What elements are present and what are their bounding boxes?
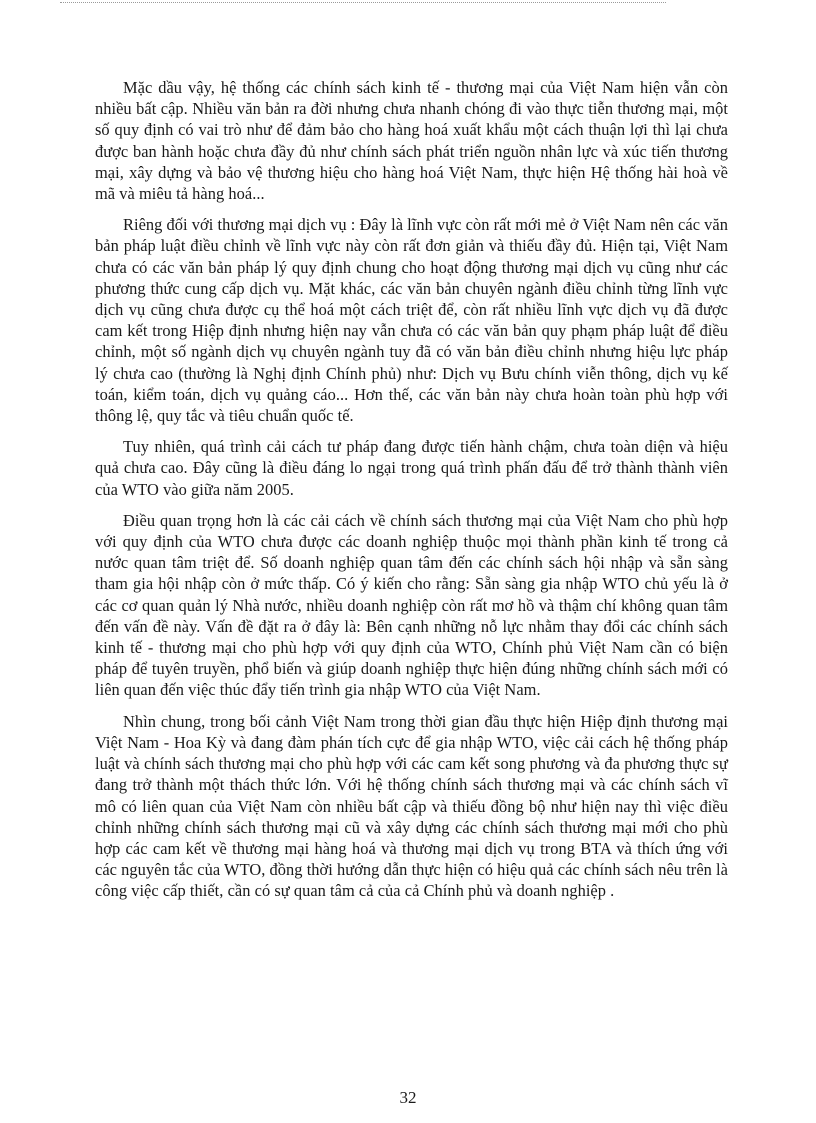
paragraph-2: Riêng đối với thương mại dịch vụ : Đây là lĩnh vực còn rất mới mẻ ở Việt Nam nên các văn bản pháp luật điều chỉnh về lĩnh vực này còn rất đơn giản và thiếu đầy đủ. Hiện tại, Việt Nam chưa có các văn bản pháp lý quy định chung cho hoạt động thương mại dịch vụ cũng như các phương thức cung cấp dịch vụ. Mặt khác, các văn bản chuyên ngành điều chỉnh từng lĩnh vực dịch vụ cũng chưa được cụ thể hoá một cách triệt để, còn rất nhiều lĩnh vực dịch vụ đã được cam kết trong Hiệp định nhưng hiện nay vẫn chưa có các văn bản quy phạm pháp luật để điều chỉnh, một số ngành dịch vụ chuyên ngành tuy đã có văn bản điều chỉnh nhưng hiệu lực pháp lý chưa cao (thường là Nghị định Chính phủ) như: Dịch vụ Bưu chính viễn thông, dịch vụ kế toán, kiểm toán, dịch vụ quảng cáo... Hơn thế, các văn bản này chưa hoàn toàn phù hợp với thông lệ, quy tắc và tiêu chuẩn quốc tế. bbox=[95, 215, 728, 426]
header-rule bbox=[60, 2, 666, 3]
paragraph-5: Nhìn chung, trong bối cảnh Việt Nam trong thời gian đầu thực hiện Hiệp định thương mại Việt Nam - Hoa Kỳ và đang đàm phán tích cực để gia nhập WTO, việc cải cách hệ thống pháp luật và chính sách thương mại cho phù hợp với các cam kết song phương và đa phương thực sự đang trở thành một thách thức lớn. Với hệ thống chính sách thương mại và các chính sách vĩ mô có liên quan của Việt Nam còn nhiều bất cập và thiếu đồng bộ như hiện nay thì việc điều chỉnh những chính sách thương mại cũ và xây dựng các chính sách thương mại mới cho phù hợp các cam kết về thương mại hàng hoá và thương mại dịch vụ trong BTA và thích ứng với các nguyên tắc của WTO, đồng thời hướng dẫn thực hiện có hiệu quả các chính sách nêu trên là công việc cấp thiết, cần có sự quan tâm cả của cả Chính phủ và doanh nghiệp . bbox=[95, 711, 728, 901]
document-body bbox=[95, 77, 728, 902]
page-number: 32 bbox=[399, 1088, 417, 1107]
paragraph-1: Mặc dầu vậy, hệ thống các chính sách kinh tế - thương mại của Việt Nam hiện vẫn còn nhiều bất cập. Nhiều văn bản ra đời nhưng chưa nhanh chóng đi vào thực tiễn thương mại, một số quy định có vai trò như để đảm bảo cho hàng hoá xuất khẩu một cách thuận lợi thì lại chưa được ban hành hoặc chưa đầy đủ như chính sách phát triển nguồn nhân lực và xúc tiến thương mại, xây dựng và bảo vệ thương hiệu cho hàng hoá Việt Nam, thực hiện Hệ thống hài hoà về mã và miêu tả hàng hoá... bbox=[95, 78, 728, 204]
paragraph-3: Tuy nhiên, quá trình cải cách tư pháp đang được tiến hành chậm, chưa toàn diện và hiệu quả chưa cao. Đây cũng là điều đáng lo ngại trong quá trình phấn đấu để trở thành thành viên của WTO vào giữa năm 2005. bbox=[95, 437, 728, 499]
paragraph-4: Điều quan trọng hơn là các cải cách về chính sách thương mại của Việt Nam cho phù hợp với quy định của WTO chưa được các doanh nghiệp thuộc mọi thành phần kinh tế trong cả nước quan tâm triệt để. Số doanh nghiệp quan tâm đến các chính sách hội nhập và sẵn sàng tham gia hội nhập còn ở mức thấp. Có ý kiến cho rằng: Sẵn sàng gia nhập WTO chủ yếu là ở các cơ quan quản lý Nhà nước, nhiều doanh nghiệp còn rất mơ hồ và thậm chí không quan tâm đến vấn đề này. Vấn đề đặt ra ở đây là: Bên cạnh những nỗ lực nhằm thay đổi các chính sách kinh tế - thương mại cho phù hợp với quy định của WTO, Chính phủ Việt Nam cần có biện pháp để tuyên truyền, phổ biến và giúp doanh nghiệp thực hiện đúng những chính sách mới có liên quan đến việc thúc đẩy tiến trình gia nhập WTO của Việt Nam. bbox=[95, 510, 728, 700]
